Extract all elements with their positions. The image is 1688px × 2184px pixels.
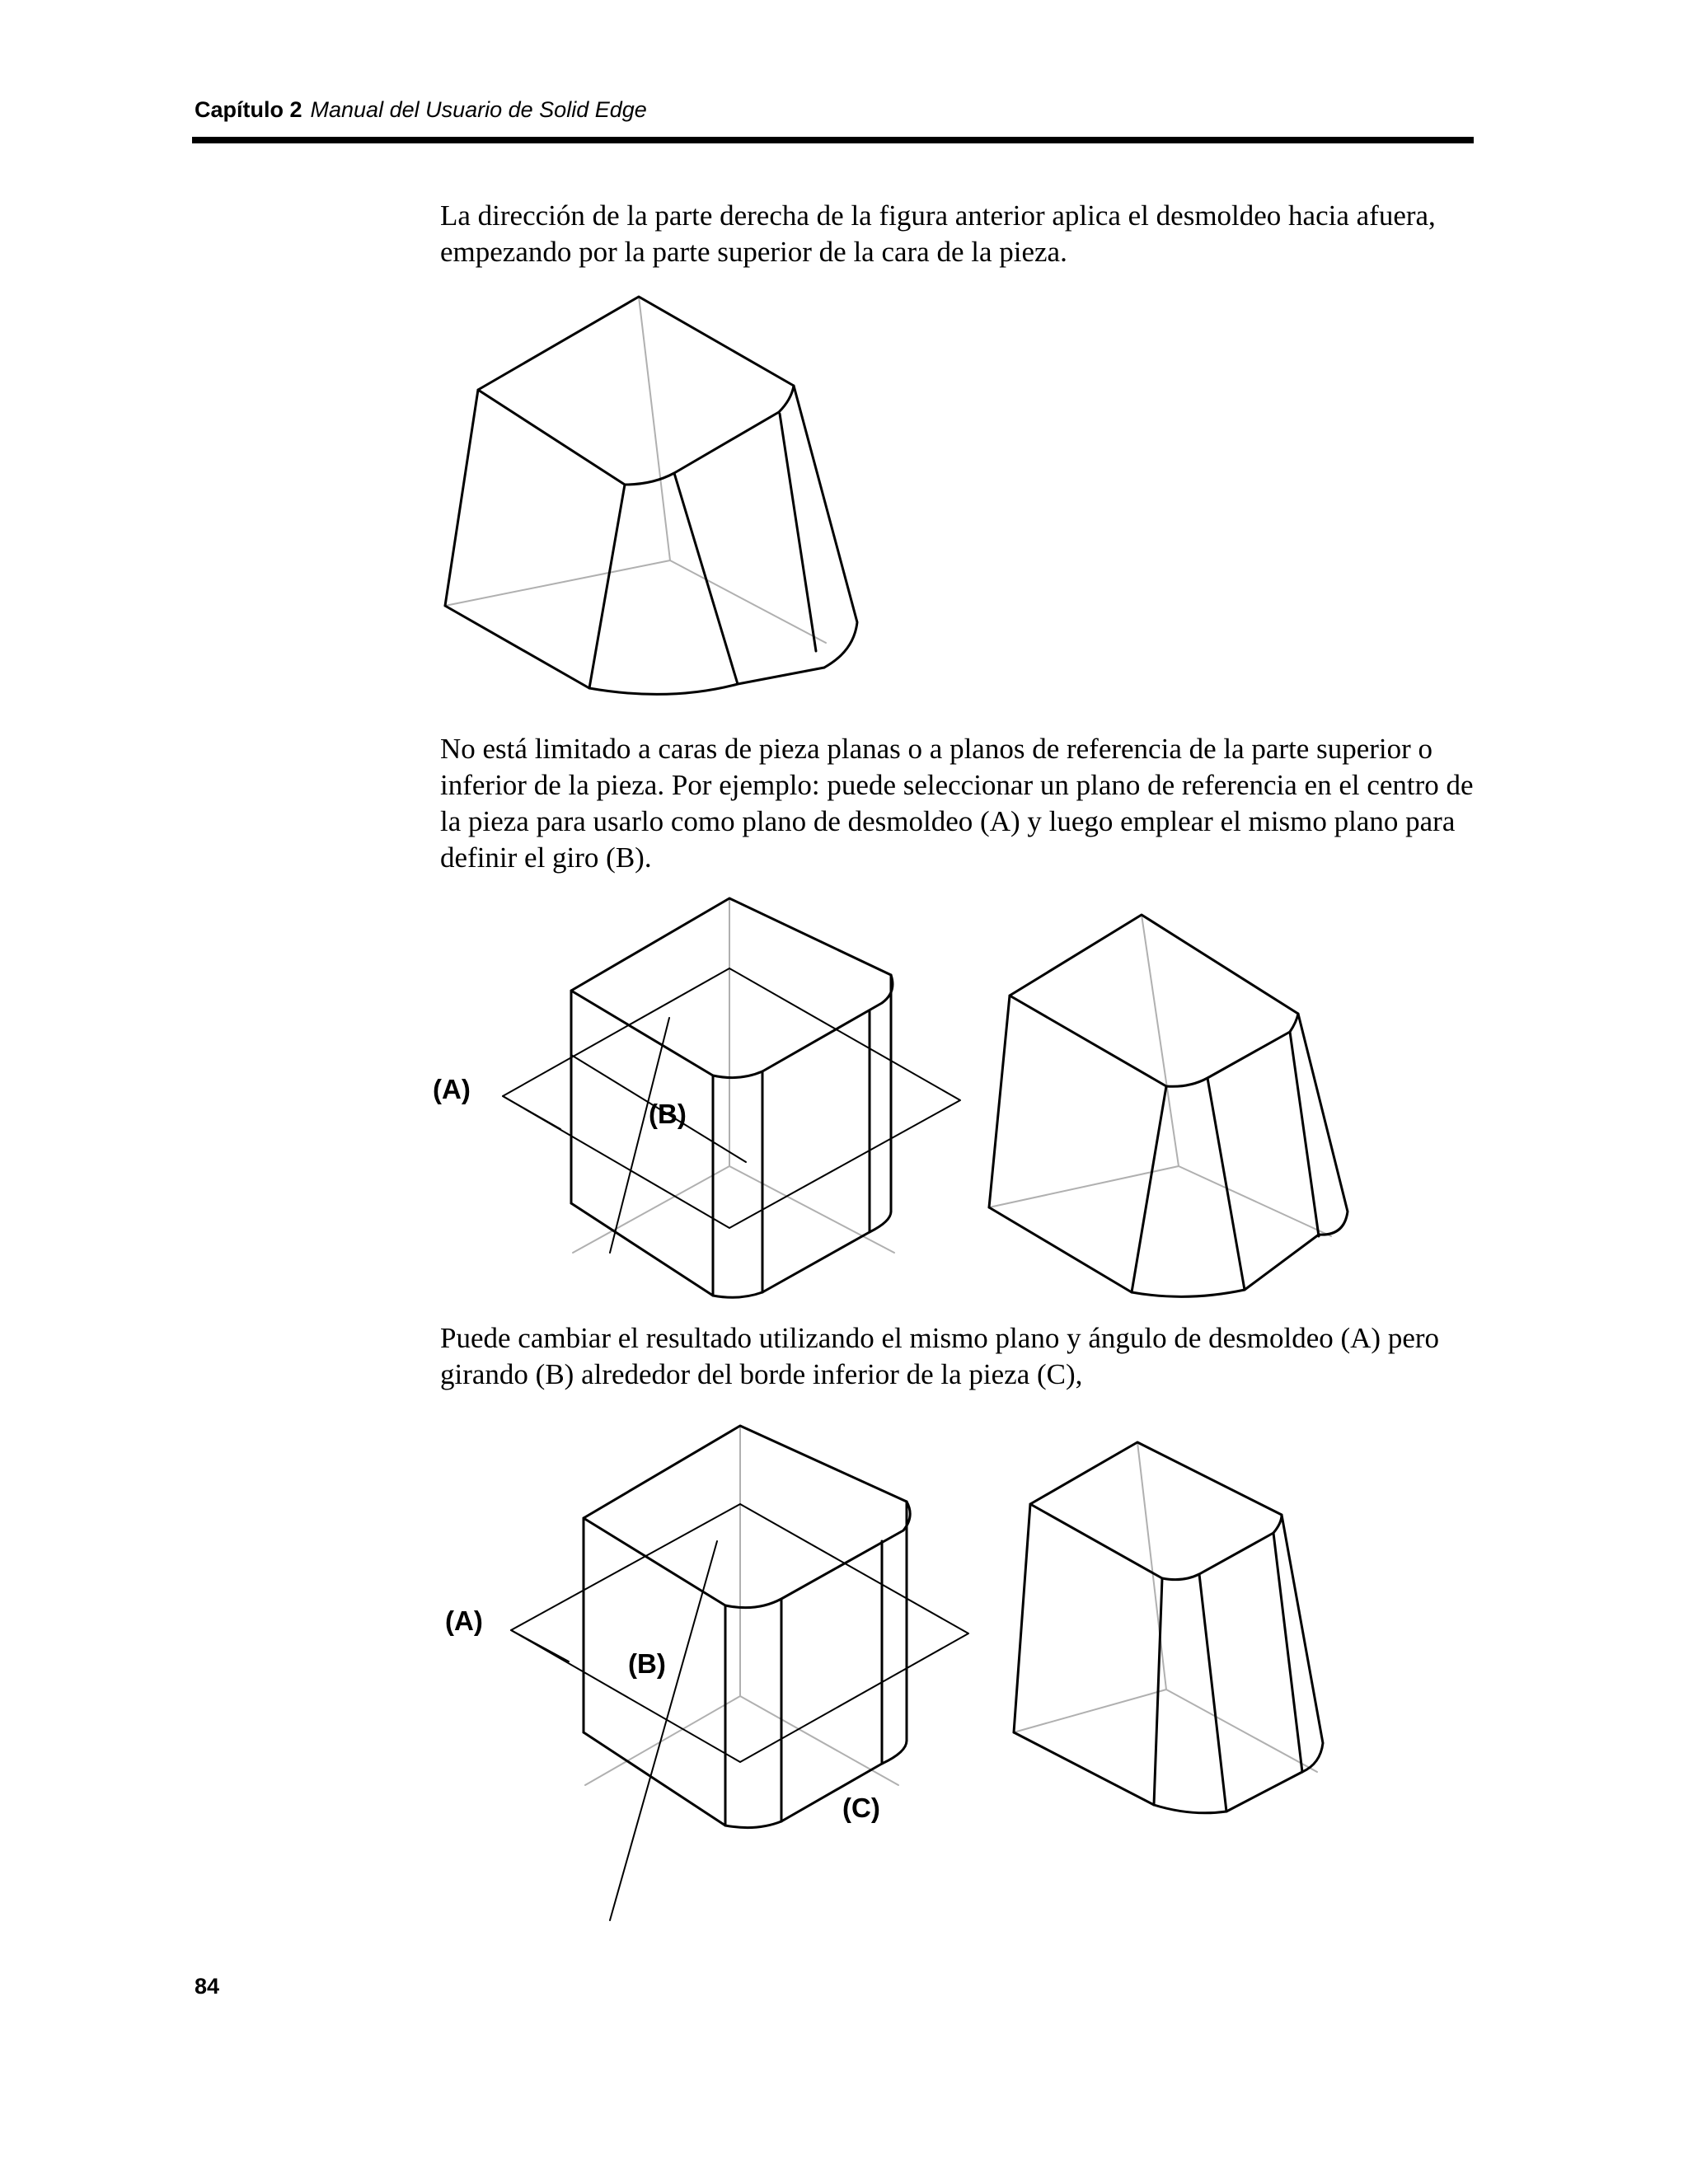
label-b: (B) <box>649 1099 687 1129</box>
drafted-result <box>989 915 1348 1296</box>
part-with-plane <box>445 1426 968 1920</box>
figure-midplane-draft <box>433 890 1405 1302</box>
label-c: (C) <box>842 1793 880 1823</box>
label-a: (A) <box>445 1605 483 1636</box>
visible-edges <box>445 297 857 694</box>
figure-bottom-edge-draft <box>437 1418 1409 1937</box>
figure-drafted-part-1 <box>437 288 865 709</box>
label-b: (B) <box>628 1648 666 1679</box>
paragraph-1: La dirección de la parte derecha de la figura anterior aplica el desmoldeo hacia afuera, empezando por la parte superior de la cara de la pieza. <box>440 199 1436 268</box>
running-header <box>195 97 647 123</box>
header-rule <box>192 137 1474 143</box>
label-a: (A) <box>433 1074 471 1104</box>
paragraph-2: No está limitado a caras de pieza planas o a planos de referencia de la parte superior o inferior de la pieza. Por ejemplo: puede seleccionar un plano de referencia en el centro de la pieza para usarlo como plano de desmoldeo (A) y luego emplear el mismo plano para definir el giro (B). <box>440 733 1474 874</box>
hidden-edges <box>445 297 826 643</box>
paragraph-3: Puede cambiar el resultado utilizando el mismo plano y ángulo de desmoldeo (A) pero girando (B) alrededor del borde inferior de la pieza (C), <box>440 1322 1440 1390</box>
part-with-plane <box>433 898 960 1297</box>
page-number: 84 <box>195 1974 220 1999</box>
chapter-label: Capítulo 2 <box>195 97 302 122</box>
drafted-result <box>1014 1442 1323 1813</box>
book-title: Manual del Usuario de Solid Edge <box>310 97 647 122</box>
